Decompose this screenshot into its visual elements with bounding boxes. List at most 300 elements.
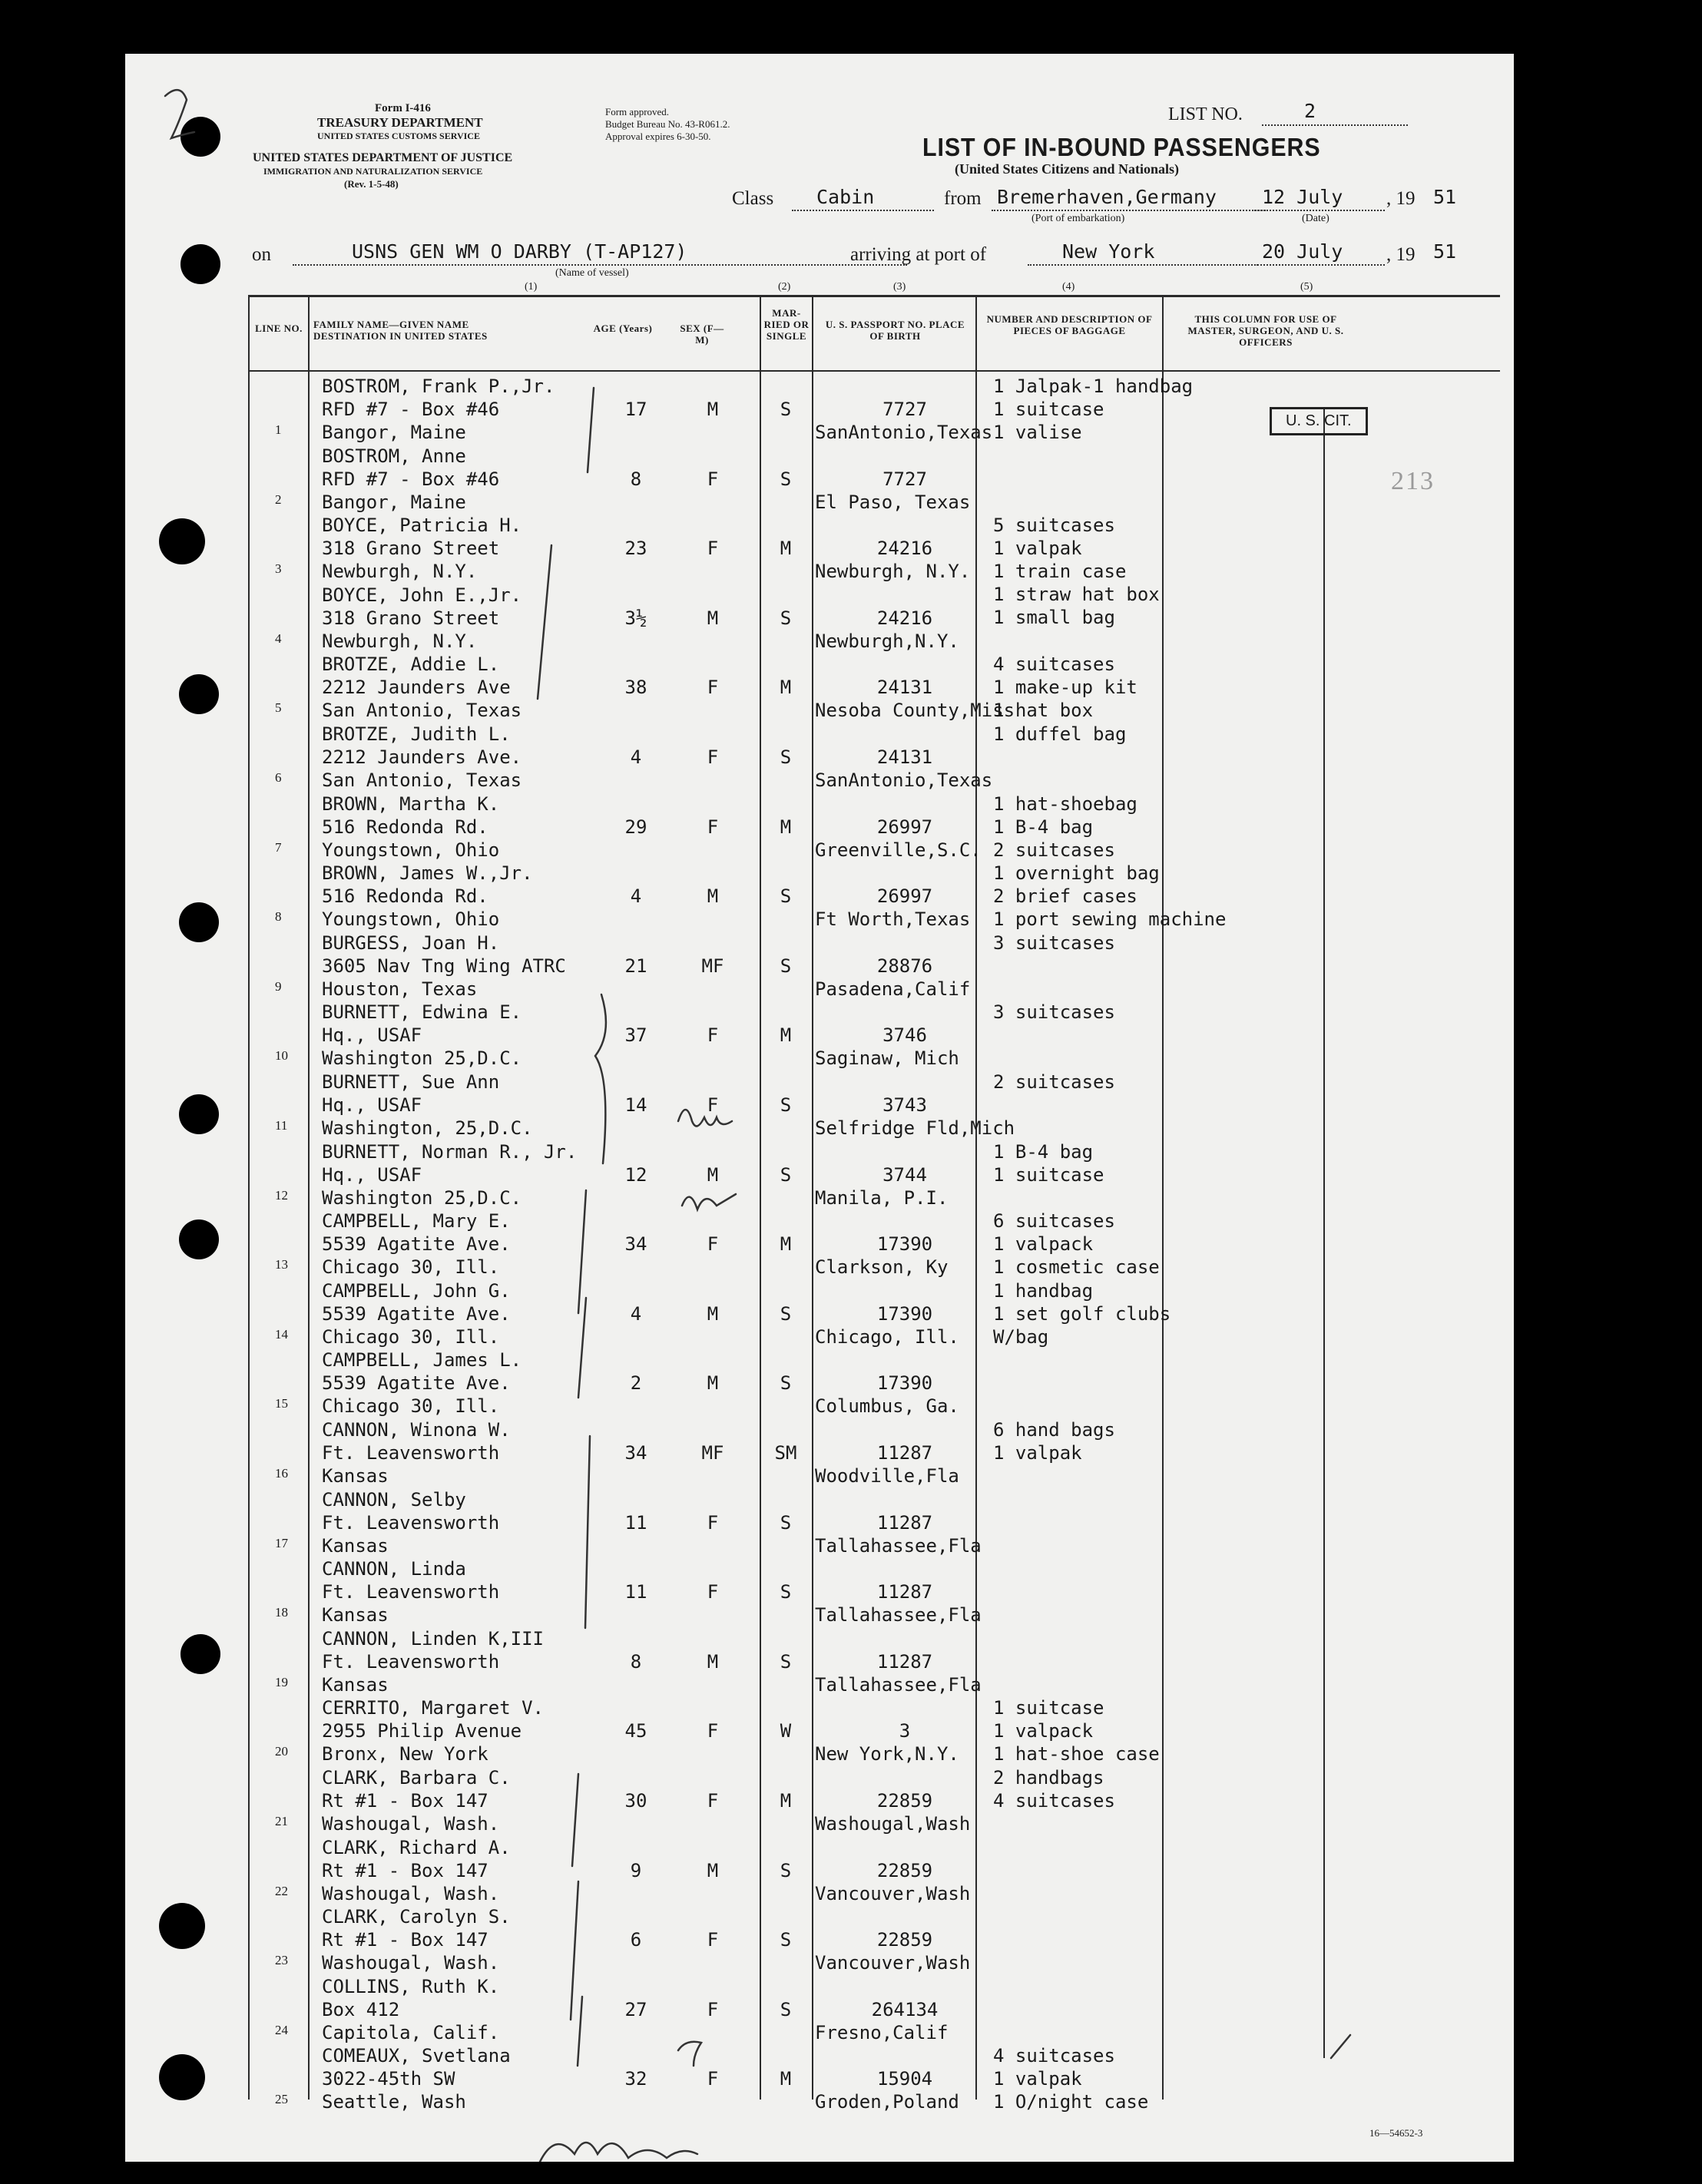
place-of-birth: New York,N.Y. bbox=[815, 1743, 959, 1765]
passport-number: 26997 bbox=[876, 885, 933, 907]
place-of-birth: SanAntonio,Texas bbox=[815, 769, 993, 791]
passenger-city: Houston, Texas bbox=[322, 978, 478, 1000]
passenger-marital-status: M bbox=[780, 1233, 792, 1255]
revision-date: (Rev. 1-5-48) bbox=[344, 178, 399, 190]
passenger-marital-status: S bbox=[780, 607, 792, 629]
passenger-name: BURNETT, Edwina E. bbox=[322, 1001, 522, 1023]
place-of-birth: Manila, P.I. bbox=[815, 1187, 949, 1209]
place-of-birth: Pasadena,Calif bbox=[815, 978, 971, 1000]
baggage-item: 2 handbags bbox=[993, 1767, 1104, 1789]
passenger-sex: M bbox=[707, 1860, 719, 1881]
passenger-address: Ft. Leavensworth bbox=[322, 1581, 500, 1603]
table-row bbox=[125, 1488, 1514, 1558]
arrival-year: 51 bbox=[1433, 240, 1457, 263]
line-number: 2 bbox=[275, 492, 282, 507]
passenger-name: BROWN, Martha K. bbox=[322, 793, 500, 815]
table-row bbox=[125, 793, 1514, 862]
passenger-marital-status: S bbox=[780, 1094, 792, 1116]
passenger-address: 516 Redonda Rd. bbox=[322, 885, 488, 907]
budget-bureau: Budget Bureau No. 43-R061.2. bbox=[605, 118, 730, 130]
line-number: 1 bbox=[275, 422, 282, 437]
passenger-city: Seattle, Wash bbox=[322, 2091, 466, 2113]
passport-number: 24216 bbox=[876, 538, 933, 559]
col-header-line-no: LINE NO. bbox=[255, 323, 303, 334]
col-header-sex: SEX (F—M) bbox=[680, 323, 724, 346]
arrival-date-line bbox=[1254, 264, 1385, 266]
passport-number: 26997 bbox=[876, 816, 933, 838]
passenger-name: CLARK, Barbara C. bbox=[322, 1767, 511, 1789]
table-row bbox=[125, 1070, 1514, 1140]
baggage-item: 1 valpack bbox=[993, 1720, 1094, 1742]
table-row bbox=[125, 1557, 1514, 1627]
passenger-name: BROTZE, Judith L. bbox=[322, 723, 511, 745]
table-row bbox=[125, 1140, 1514, 1210]
passenger-address: Rt #1 - Box 147 bbox=[322, 1790, 488, 1812]
passenger-city: Youngstown, Ohio bbox=[322, 908, 500, 930]
footer-code: 16—54652-3 bbox=[1369, 2127, 1423, 2139]
place-of-birth: Groden,Poland bbox=[815, 2091, 959, 2113]
table-row bbox=[125, 1905, 1514, 1975]
baggage-item: 1 valpack bbox=[993, 1233, 1094, 1255]
class-value: Cabin bbox=[816, 186, 875, 208]
passport-number: 3744 bbox=[882, 1164, 927, 1186]
place-of-birth: Tallahassee,Fla bbox=[815, 1674, 982, 1696]
passenger-name: BOYCE, John E.,Jr. bbox=[322, 584, 522, 606]
col-header-baggage: NUMBER AND DESCRIPTION OF PIECES OF BAGGAGE bbox=[986, 313, 1153, 336]
baggage-item: 1 hat-shoebag bbox=[993, 793, 1137, 815]
passenger-marital-status: M bbox=[780, 816, 792, 838]
passenger-age: 3½ bbox=[624, 607, 647, 629]
line-number: 10 bbox=[275, 1048, 288, 1063]
passenger-city: San Antonio, Texas bbox=[322, 769, 522, 791]
passenger-name: BURNETT, Sue Ann bbox=[322, 1071, 500, 1093]
ins-service: IMMIGRATION AND NATURALIZATION SERVICE bbox=[263, 166, 483, 177]
passenger-marital-status: S bbox=[780, 955, 792, 977]
passenger-name: CANNON, Winona W. bbox=[322, 1419, 511, 1441]
punch-hole bbox=[180, 244, 220, 284]
passenger-address: RFD #7 - Box #46 bbox=[322, 468, 500, 490]
passenger-address: 318 Grano Street bbox=[322, 607, 500, 629]
passenger-city: Newburgh, N.Y. bbox=[322, 630, 478, 652]
passenger-address: 5539 Agatite Ave. bbox=[322, 1372, 511, 1394]
line-number: 7 bbox=[275, 840, 282, 855]
baggage-item: 1 duffel bag bbox=[993, 723, 1127, 745]
passenger-age: 12 bbox=[624, 1164, 647, 1186]
passport-number: 17390 bbox=[876, 1233, 933, 1255]
passenger-age: 27 bbox=[624, 1999, 647, 2020]
passenger-city: Youngstown, Ohio bbox=[322, 839, 500, 861]
passenger-age: 45 bbox=[624, 1720, 647, 1742]
list-no-label: LIST NO. bbox=[1168, 104, 1243, 124]
passport-number: 28876 bbox=[876, 955, 933, 977]
passenger-marital-status: S bbox=[780, 1581, 792, 1603]
passenger-name: CERRITO, Margaret V. bbox=[322, 1697, 544, 1719]
passport-number: 11287 bbox=[876, 1581, 933, 1603]
table-top-rule bbox=[248, 295, 1500, 297]
baggage-item: 1 handbag bbox=[993, 1280, 1094, 1302]
baggage-item: 6 suitcases bbox=[993, 1210, 1115, 1232]
embarkation-date: 12 July bbox=[1262, 186, 1343, 208]
arrival-port: New York bbox=[1062, 240, 1155, 263]
baggage-item: 1 hat-shoe case bbox=[993, 1743, 1160, 1765]
passenger-sex: M bbox=[707, 1651, 719, 1673]
passenger-age: 11 bbox=[624, 1581, 647, 1603]
baggage-item: 1 valpak bbox=[993, 2068, 1082, 2090]
passport-number: 3743 bbox=[882, 1094, 927, 1116]
passport-number: 24216 bbox=[876, 607, 933, 629]
passenger-age: 17 bbox=[624, 399, 647, 420]
passport-number: 15904 bbox=[876, 2068, 933, 2090]
passport-number: 11287 bbox=[876, 1442, 933, 1464]
passenger-age: 30 bbox=[624, 1790, 647, 1812]
line-number: 19 bbox=[275, 1675, 288, 1689]
table-row bbox=[125, 2044, 1514, 2114]
passenger-sex: F bbox=[707, 538, 719, 559]
passenger-name: CANNON, Linda bbox=[322, 1558, 466, 1580]
passenger-address: Hq., USAF bbox=[322, 1164, 422, 1186]
line-number: 15 bbox=[275, 1396, 288, 1411]
passenger-marital-status: W bbox=[780, 1720, 792, 1742]
approval-expires: Approval expires 6-30-50. bbox=[605, 131, 711, 142]
place-of-birth: Saginaw, Mich bbox=[815, 1047, 959, 1069]
passenger-address: Rt #1 - Box 147 bbox=[322, 1929, 488, 1951]
passenger-sex: F bbox=[707, 468, 719, 490]
embark-year-prefix: , 19 bbox=[1386, 188, 1416, 209]
passport-number: 7727 bbox=[882, 468, 927, 490]
passenger-name: CANNON, Selby bbox=[322, 1489, 466, 1511]
table-row bbox=[125, 1001, 1514, 1070]
passenger-address: Rt #1 - Box 147 bbox=[322, 1860, 488, 1881]
class-line bbox=[792, 210, 934, 211]
passenger-sex: F bbox=[707, 1233, 719, 1255]
passenger-age: 8 bbox=[630, 468, 642, 490]
baggage-item: 1 cosmetic case bbox=[993, 1256, 1160, 1278]
line-number: 25 bbox=[275, 2092, 288, 2106]
from-label: from bbox=[944, 188, 982, 209]
baggage-item: 1 valpak bbox=[993, 538, 1082, 559]
baggage-item: 1 hat box bbox=[993, 700, 1094, 721]
table-row bbox=[125, 723, 1514, 793]
passenger-age: 4 bbox=[630, 885, 642, 907]
passenger-city: Washington 25,D.C. bbox=[322, 1187, 522, 1209]
passenger-sex: M bbox=[707, 1164, 719, 1186]
passport-number: 24131 bbox=[876, 746, 933, 768]
col-number-2: (2) bbox=[778, 281, 791, 293]
baggage-item: 1 make-up kit bbox=[993, 677, 1137, 698]
baggage-item: 4 suitcases bbox=[993, 1790, 1115, 1812]
col-number-5: (5) bbox=[1300, 281, 1313, 293]
place-of-birth: Clarkson, Ky bbox=[815, 1256, 949, 1278]
passenger-address: RFD #7 - Box #46 bbox=[322, 399, 500, 420]
passenger-address: 2955 Philip Avenue bbox=[322, 1720, 522, 1742]
line-number: 17 bbox=[275, 1536, 288, 1550]
punch-hole bbox=[180, 117, 220, 157]
passenger-sex: F bbox=[707, 1790, 719, 1812]
passenger-sex: M bbox=[707, 607, 719, 629]
passenger-name: CANNON, Linden K,III bbox=[322, 1628, 544, 1650]
justice-dept: UNITED STATES DEPARTMENT OF JUSTICE bbox=[253, 151, 513, 164]
place-of-birth: Nesoba County,Miss bbox=[815, 700, 1015, 721]
place-of-birth: Fresno,Calif bbox=[815, 2022, 949, 2043]
passenger-marital-status: SM bbox=[774, 1442, 797, 1464]
passenger-age: 34 bbox=[624, 1442, 647, 1464]
passenger-sex: F bbox=[707, 1024, 719, 1046]
baggage-item: 2 suitcases bbox=[993, 839, 1115, 861]
line-number: 24 bbox=[275, 2023, 288, 2037]
embarkation-port: Bremerhaven,Germany bbox=[997, 186, 1217, 208]
on-label: on bbox=[252, 244, 271, 265]
passenger-city: Bangor, Maine bbox=[322, 491, 466, 513]
embarkation-year: 51 bbox=[1433, 186, 1457, 208]
passenger-address: 5539 Agatite Ave. bbox=[322, 1233, 511, 1255]
passenger-address: 3605 Nav Tng Wing ATRC bbox=[322, 955, 566, 977]
passenger-name: CAMPBELL, Mary E. bbox=[322, 1210, 511, 1232]
col-header-age: AGE (Years) bbox=[593, 323, 653, 334]
place-of-birth: Ft Worth,Texas bbox=[815, 908, 971, 930]
passenger-city: Kansas bbox=[322, 1604, 389, 1626]
passenger-age: 4 bbox=[630, 1303, 642, 1325]
baggage-item: 1 overnight bag bbox=[993, 862, 1160, 884]
handwritten-signature bbox=[540, 2143, 697, 2162]
baggage-item: 3 suitcases bbox=[993, 1001, 1115, 1023]
vessel-name: USNS GEN WM O DARBY (T-AP127) bbox=[352, 240, 687, 263]
table-row bbox=[125, 584, 1514, 654]
passenger-city: Kansas bbox=[322, 1674, 389, 1696]
place-of-birth: Woodville,Fla bbox=[815, 1465, 959, 1487]
passenger-marital-status: S bbox=[780, 1512, 792, 1534]
passenger-city: Washougal, Wash. bbox=[322, 1952, 500, 1974]
passenger-sex: F bbox=[707, 1999, 719, 2020]
passenger-name: BOSTROM, Frank P.,Jr. bbox=[322, 376, 555, 397]
place-of-birth: El Paso, Texas bbox=[815, 491, 971, 513]
baggage-item: 5 suitcases bbox=[993, 515, 1115, 536]
passenger-address: Ft. Leavensworth bbox=[322, 1512, 500, 1534]
baggage-item: 1 valise bbox=[993, 422, 1082, 443]
place-of-birth: Selfridge Fld,Mich bbox=[815, 1117, 1015, 1139]
passport-number: 17390 bbox=[876, 1372, 933, 1394]
place-of-birth: Tallahassee,Fla bbox=[815, 1604, 982, 1626]
passenger-name: BURGESS, Joan H. bbox=[322, 932, 500, 954]
passport-number: 11287 bbox=[876, 1651, 933, 1673]
table-row bbox=[125, 1975, 1514, 2045]
manifest-page bbox=[125, 54, 1514, 2162]
place-of-birth: Chicago, Ill. bbox=[815, 1326, 959, 1348]
col-header-officers: THIS COLUMN FOR USE OF MASTER, SURGEON, AND U. S. OFFICERS bbox=[1187, 313, 1344, 348]
line-number: 9 bbox=[275, 979, 282, 994]
line-number: 14 bbox=[275, 1327, 288, 1342]
passenger-name: CAMPBELL, James L. bbox=[322, 1349, 522, 1371]
line-number: 21 bbox=[275, 1814, 288, 1828]
passenger-sex: MF bbox=[701, 1442, 724, 1464]
passenger-address: Hq., USAF bbox=[322, 1024, 422, 1046]
form-approved: Form approved. bbox=[605, 106, 670, 117]
passport-number: 3746 bbox=[882, 1024, 927, 1046]
passenger-sex: F bbox=[707, 746, 719, 768]
col-header-name: FAMILY NAME—GIVEN NAME DESTINATION IN UNITED STATES bbox=[313, 319, 488, 342]
passenger-address: 3022-45th SW bbox=[322, 2068, 455, 2090]
baggage-item: 1 O/night case bbox=[993, 2091, 1149, 2113]
table-row bbox=[125, 1348, 1514, 1418]
passport-number: 22859 bbox=[876, 1929, 933, 1951]
place-of-birth: Greenville,S.C. bbox=[815, 839, 982, 861]
line-number: 12 bbox=[275, 1188, 288, 1203]
passenger-address: Hq., USAF bbox=[322, 1094, 422, 1116]
place-of-birth: Tallahassee,Fla bbox=[815, 1535, 982, 1557]
table-row bbox=[125, 1836, 1514, 1906]
baggage-item: 1 train case bbox=[993, 561, 1127, 582]
list-no-value: 2 bbox=[1304, 100, 1316, 122]
line-number: 4 bbox=[275, 631, 282, 646]
list-no-line bbox=[1262, 124, 1408, 126]
passenger-sex: M bbox=[707, 399, 719, 420]
passenger-address: 5539 Agatite Ave. bbox=[322, 1303, 511, 1325]
line-number: 23 bbox=[275, 1953, 288, 1967]
passenger-marital-status: S bbox=[780, 885, 792, 907]
place-of-birth: Washougal,Wash bbox=[815, 1813, 971, 1835]
passenger-name: COMEAUX, Svetlana bbox=[322, 2045, 511, 2067]
passenger-city: Washington, 25,D.C. bbox=[322, 1117, 533, 1139]
line-number: 16 bbox=[275, 1466, 288, 1481]
baggage-item: 1 B-4 bag bbox=[993, 1141, 1094, 1163]
passenger-marital-status: S bbox=[780, 1860, 792, 1881]
passenger-age: 34 bbox=[624, 1233, 647, 1255]
passenger-name: CLARK, Carolyn S. bbox=[322, 1906, 511, 1928]
passenger-marital-status: M bbox=[780, 1790, 792, 1812]
passenger-city: Chicago 30, Ill. bbox=[322, 1326, 500, 1348]
table-row bbox=[125, 445, 1514, 515]
table-row bbox=[125, 653, 1514, 723]
arriving-label: arriving at port of bbox=[850, 244, 987, 265]
baggage-item: 1 straw hat box bbox=[993, 584, 1160, 605]
passenger-name: BOSTROM, Anne bbox=[322, 445, 466, 467]
baggage-item: W/bag bbox=[993, 1326, 1049, 1348]
passenger-marital-status: S bbox=[780, 1372, 792, 1394]
passenger-marital-status: S bbox=[780, 1164, 792, 1186]
passenger-sex: M bbox=[707, 1372, 719, 1394]
passport-number: 264134 bbox=[871, 1999, 939, 2020]
date-caption: (Date) bbox=[1302, 213, 1329, 224]
line-number: 5 bbox=[275, 700, 282, 715]
baggage-item: 1 B-4 bag bbox=[993, 816, 1094, 838]
passenger-age: 6 bbox=[630, 1929, 642, 1951]
place-of-birth: Columbus, Ga. bbox=[815, 1395, 959, 1417]
line-number: 3 bbox=[275, 561, 282, 576]
form-number: Form I-416 bbox=[375, 102, 431, 114]
passenger-city: Bronx, New York bbox=[322, 1743, 488, 1765]
passenger-sex: F bbox=[707, 816, 719, 838]
baggage-item: 1 suitcase bbox=[993, 399, 1104, 420]
baggage-item: 1 set golf clubs bbox=[993, 1303, 1171, 1325]
passenger-name: CAMPBELL, John G. bbox=[322, 1280, 511, 1302]
line-number: 6 bbox=[275, 770, 282, 785]
passport-number: 22859 bbox=[876, 1860, 933, 1881]
customs-service: UNITED STATES CUSTOMS SERVICE bbox=[317, 131, 480, 141]
line-number: 8 bbox=[275, 909, 282, 924]
place-of-birth: Vancouver,Wash bbox=[815, 1883, 971, 1904]
arrival-port-line bbox=[1028, 264, 1258, 266]
passport-number: 3 bbox=[899, 1720, 911, 1742]
place-of-birth: Newburgh, N.Y. bbox=[815, 561, 971, 582]
passenger-age: 37 bbox=[624, 1024, 647, 1046]
passenger-city: Chicago 30, Ill. bbox=[322, 1256, 500, 1278]
header-bottom-rule bbox=[248, 370, 1500, 372]
baggage-item: 6 hand bags bbox=[993, 1419, 1115, 1441]
passport-number: 7727 bbox=[882, 399, 927, 420]
baggage-item: 2 brief cases bbox=[993, 885, 1137, 907]
passport-number: 22859 bbox=[876, 1790, 933, 1812]
form-subtitle: (United States Citizens and Nationals) bbox=[955, 161, 1180, 177]
passenger-marital-status: M bbox=[780, 2068, 792, 2090]
passport-number: 24131 bbox=[876, 677, 933, 698]
line-number: 11 bbox=[275, 1118, 288, 1133]
port-line bbox=[992, 210, 1268, 211]
passenger-city: Washougal, Wash. bbox=[322, 1813, 500, 1835]
passenger-sex: MF bbox=[701, 955, 724, 977]
passenger-sex: F bbox=[707, 1929, 719, 1951]
passenger-age: 8 bbox=[630, 1651, 642, 1673]
baggage-item: 4 suitcases bbox=[993, 654, 1115, 675]
passenger-age: 9 bbox=[630, 1860, 642, 1881]
line-number: 20 bbox=[275, 1744, 288, 1759]
passenger-sex: F bbox=[707, 1094, 719, 1116]
passenger-marital-status: S bbox=[780, 746, 792, 768]
arrival-date: 20 July bbox=[1262, 240, 1343, 263]
baggage-item: 1 suitcase bbox=[993, 1164, 1104, 1186]
col-number-4: (4) bbox=[1062, 281, 1075, 293]
passenger-marital-status: M bbox=[780, 1024, 792, 1046]
passenger-age: 4 bbox=[630, 746, 642, 768]
passenger-sex: M bbox=[707, 1303, 719, 1325]
passport-number: 11287 bbox=[876, 1512, 933, 1534]
passenger-name: BROTZE, Addie L. bbox=[322, 654, 500, 675]
passenger-name: BOYCE, Patricia H. bbox=[322, 515, 522, 536]
vessel-caption: (Name of vessel) bbox=[555, 267, 629, 279]
table-row bbox=[125, 1766, 1514, 1836]
passenger-address: 2212 Jaunders Ave. bbox=[322, 746, 522, 768]
passenger-marital-status: S bbox=[780, 1929, 792, 1951]
treasury-dept: TREASURY DEPARTMENT bbox=[317, 115, 483, 130]
passenger-age: 38 bbox=[624, 677, 647, 698]
passenger-city: Bangor, Maine bbox=[322, 422, 466, 443]
passenger-city: Washington 25,D.C. bbox=[322, 1047, 522, 1069]
passenger-city: Kansas bbox=[322, 1535, 389, 1557]
place-of-birth: Vancouver,Wash bbox=[815, 1952, 971, 1974]
baggage-item: 3 suitcases bbox=[993, 932, 1115, 954]
baggage-item: 1 small bag bbox=[993, 607, 1115, 628]
arrival-year-prefix: , 19 bbox=[1386, 244, 1416, 265]
col-number-1: (1) bbox=[525, 281, 538, 293]
passenger-address: Ft. Leavensworth bbox=[322, 1442, 500, 1464]
passenger-city: San Antonio, Texas bbox=[322, 700, 522, 721]
passenger-sex: F bbox=[707, 1720, 719, 1742]
passenger-age: 23 bbox=[624, 538, 647, 559]
date-line bbox=[1254, 210, 1385, 211]
line-number: 22 bbox=[275, 1884, 288, 1898]
passenger-sex: M bbox=[707, 885, 719, 907]
passenger-sex: F bbox=[707, 1512, 719, 1534]
table-row bbox=[125, 862, 1514, 932]
col-header-married: MAR-RIED OR SINGLE bbox=[763, 307, 810, 342]
passenger-city: Capitola, Calif. bbox=[322, 2022, 500, 2043]
passenger-marital-status: S bbox=[780, 1303, 792, 1325]
table-row bbox=[125, 1627, 1514, 1697]
passenger-marital-status: S bbox=[780, 468, 792, 490]
table-row bbox=[125, 932, 1514, 1001]
passenger-marital-status: M bbox=[780, 538, 792, 559]
place-of-birth: Newburgh,N.Y. bbox=[815, 630, 959, 652]
passenger-city: Washougal, Wash. bbox=[322, 1883, 500, 1904]
passenger-sex: F bbox=[707, 1581, 719, 1603]
